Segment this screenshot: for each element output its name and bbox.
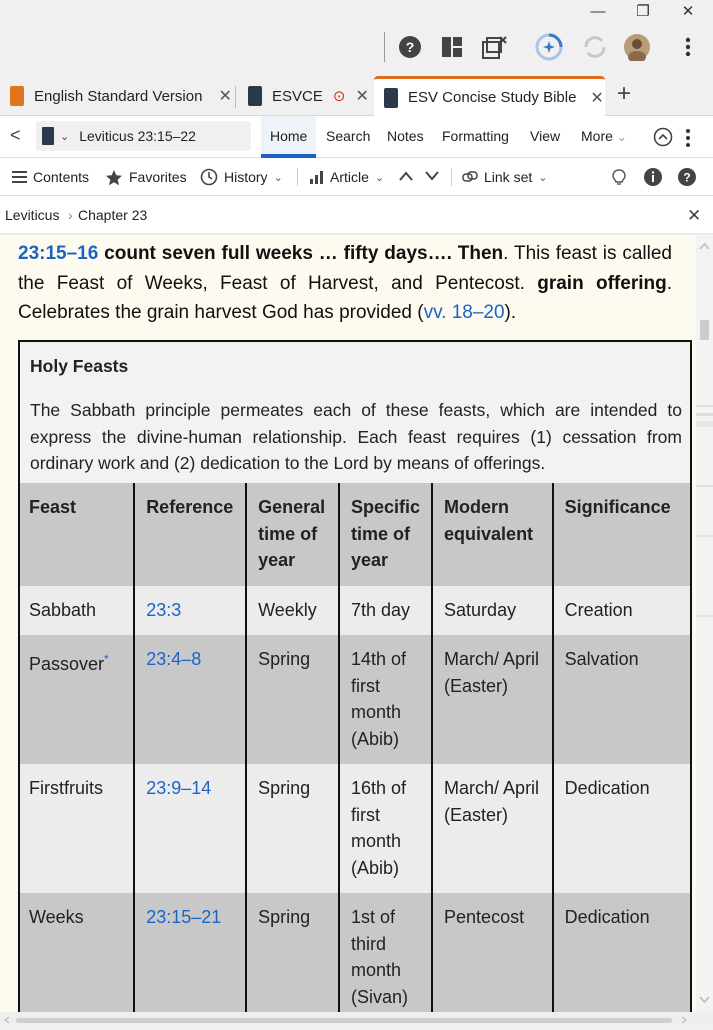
link-set-button[interactable] bbox=[462, 158, 547, 196]
help-icon[interactable] bbox=[677, 167, 697, 190]
app-toolbar bbox=[0, 26, 713, 70]
modern-cell: Pentecost bbox=[432, 893, 553, 1012]
tab-more[interactable] bbox=[581, 116, 627, 158]
tab-formatting[interactable]: Formatting bbox=[442, 128, 509, 144]
lightbulb-icon[interactable] bbox=[609, 167, 629, 190]
modern-cell: Saturday bbox=[432, 586, 553, 636]
table-row bbox=[18, 635, 692, 764]
column-header: General time of year bbox=[246, 483, 339, 586]
significance-cell: Creation bbox=[553, 586, 692, 636]
minimize-button[interactable]: — bbox=[590, 3, 606, 20]
breadcrumb-separator: › bbox=[68, 207, 73, 223]
svg-text:?: ? bbox=[683, 170, 691, 185]
specific-time-cell: 16th of first month (Abib) bbox=[339, 764, 432, 893]
svg-text:?: ? bbox=[405, 39, 415, 55]
modern-cell: March/ April (Easter) bbox=[432, 764, 553, 893]
close-icon[interactable]: ✕ bbox=[687, 206, 702, 225]
favorites-button[interactable] bbox=[105, 158, 187, 196]
modern-cell: March/ April (Easter) bbox=[432, 635, 553, 764]
general-time-cell: Spring bbox=[246, 635, 339, 764]
more-options-icon[interactable] bbox=[673, 32, 703, 62]
feast-cell: Sabbath bbox=[18, 586, 134, 636]
article-button[interactable] bbox=[310, 158, 384, 196]
specific-time-cell: 1st of third month (Sivan) bbox=[339, 893, 432, 1012]
signal-icon bbox=[310, 170, 324, 184]
tab-strip bbox=[0, 70, 713, 116]
note-text: ). bbox=[504, 302, 517, 323]
general-time-cell: Weekly bbox=[246, 586, 339, 636]
next-arrow-icon[interactable] bbox=[424, 169, 440, 186]
tab-label: English Standard Version bbox=[34, 87, 203, 105]
help-icon[interactable] bbox=[395, 32, 425, 62]
footnote-marker[interactable]: * bbox=[104, 652, 109, 666]
link-set-label: Link set bbox=[484, 169, 533, 185]
chevron-down-icon: ⌄ bbox=[374, 171, 385, 184]
info-icon[interactable] bbox=[643, 167, 663, 190]
book-icon bbox=[248, 86, 262, 106]
book-icon bbox=[42, 127, 54, 145]
table-row bbox=[18, 764, 692, 893]
star-icon bbox=[105, 169, 123, 186]
lemma-text: grain offering bbox=[537, 272, 667, 294]
table-row bbox=[18, 586, 692, 636]
general-time-cell: Spring bbox=[246, 893, 339, 1012]
significance-cell: Dedication bbox=[553, 893, 692, 1012]
contents-label: Contents bbox=[33, 169, 90, 185]
reference-link[interactable]: 23:3 bbox=[146, 599, 182, 620]
reference-link[interactable]: 23:15–21 bbox=[146, 907, 222, 927]
close-panels-icon[interactable] bbox=[480, 32, 510, 62]
panel-toolbar bbox=[0, 158, 713, 196]
article-label: Article bbox=[330, 169, 369, 185]
article-content bbox=[0, 235, 696, 1012]
list-icon bbox=[12, 170, 27, 184]
reference-link[interactable]: 23:4–8 bbox=[146, 649, 202, 669]
box-intro: The Sabbath principle permeates each of these feasts, which are intended to express the divine-human relationship. Each feast requires (1) cessation from ordinary work and (2) dedication to the Lord by means of offerings. bbox=[30, 400, 682, 473]
tab-notes[interactable]: Notes bbox=[387, 128, 424, 144]
tab-esv-concise-study-bible[interactable] bbox=[374, 76, 605, 116]
tab-esvce[interactable] bbox=[238, 76, 369, 116]
feast-cell: Firstfruits bbox=[18, 764, 134, 893]
more-options-icon[interactable] bbox=[685, 128, 691, 153]
breadcrumb-book[interactable]: Leviticus bbox=[5, 207, 60, 223]
chevron-down-icon: ⌄ bbox=[273, 171, 283, 184]
history-button[interactable] bbox=[200, 158, 283, 196]
book-icon bbox=[10, 86, 24, 106]
feasts-table bbox=[18, 483, 692, 1012]
sidebar-table-box bbox=[18, 340, 692, 1012]
divider bbox=[235, 86, 236, 108]
close-icon[interactable]: ✕ bbox=[590, 89, 604, 107]
avatar[interactable] bbox=[622, 32, 652, 62]
feast-cell: Passover bbox=[29, 654, 105, 674]
vertical-scrollbar[interactable] bbox=[696, 235, 713, 1012]
tab-english-standard-version[interactable] bbox=[0, 76, 232, 116]
feast-cell: Weeks bbox=[18, 893, 134, 1012]
back-button[interactable]: < bbox=[10, 125, 21, 145]
breadcrumb bbox=[0, 196, 713, 234]
significance-cell: Dedication bbox=[553, 764, 692, 893]
general-time-cell: Spring bbox=[246, 764, 339, 893]
close-icon[interactable]: ✕ bbox=[218, 88, 232, 105]
tab-label: ESV Concise Study Bible bbox=[408, 89, 577, 106]
column-header: Significance bbox=[553, 483, 692, 586]
title-bar bbox=[0, 0, 713, 26]
chevron-down-icon: ⌄ bbox=[538, 171, 548, 184]
column-header: Feast bbox=[18, 483, 134, 586]
collapse-ribbon-icon[interactable] bbox=[653, 127, 673, 152]
tab-search[interactable]: Search bbox=[326, 128, 371, 144]
history-label: History bbox=[224, 169, 268, 185]
link-icon bbox=[462, 170, 478, 184]
column-header: Modern equivalent bbox=[432, 483, 553, 586]
maximize-button[interactable]: ❐ bbox=[636, 3, 650, 20]
chevron-down-icon: ⌄ bbox=[616, 130, 627, 144]
specific-time-cell: 7th day bbox=[339, 586, 432, 636]
layout-icon[interactable] bbox=[437, 32, 467, 62]
tab-home[interactable]: Home bbox=[261, 116, 316, 158]
refresh-icon[interactable] bbox=[580, 32, 610, 62]
history-icon bbox=[200, 168, 218, 186]
divider bbox=[297, 168, 298, 186]
divider bbox=[451, 168, 452, 186]
tab-view[interactable]: View bbox=[530, 128, 561, 144]
tab-label: ESVCE bbox=[272, 87, 323, 105]
reference-box[interactable] bbox=[36, 121, 251, 151]
reference-input[interactable]: Leviticus 23:15–22 bbox=[79, 128, 196, 144]
close-icon[interactable]: ✕ bbox=[355, 88, 369, 105]
favorites-label: Favorites bbox=[129, 169, 187, 185]
divider bbox=[384, 32, 385, 62]
chevron-down-icon[interactable]: ⌄ bbox=[60, 130, 70, 143]
box-title: Holy Feasts bbox=[30, 356, 129, 376]
note-text: . This feast is called the Feast of Weeks, Feast of Harvest, and Pentecost. bbox=[18, 243, 673, 294]
unsaved-indicator-icon: ⊙ bbox=[332, 88, 346, 105]
significance-cell: Salvation bbox=[553, 635, 692, 764]
specific-time-cell: 14th of first month (Abib) bbox=[339, 635, 432, 764]
table-header-row bbox=[18, 483, 692, 586]
horizontal-scrollbar[interactable] bbox=[0, 1012, 713, 1022]
contents-button[interactable] bbox=[12, 158, 89, 196]
lemma-text: count seven full weeks … fifty days…. Then bbox=[104, 243, 504, 264]
book-icon bbox=[384, 88, 398, 108]
more-label: More bbox=[581, 128, 613, 144]
breadcrumb-chapter[interactable]: Chapter 23 bbox=[78, 207, 148, 223]
cross-reference-link[interactable]: vv. 18–20 bbox=[423, 302, 505, 323]
close-window-button[interactable]: ✕ bbox=[681, 3, 695, 20]
table-row bbox=[18, 893, 692, 1012]
verse-reference-link[interactable]: 23:15–16 bbox=[18, 243, 99, 264]
verse-note bbox=[18, 239, 672, 328]
sync-progress-icon[interactable] bbox=[534, 32, 564, 62]
nav-bar bbox=[0, 116, 713, 158]
column-header: Specific time of year bbox=[339, 483, 432, 586]
note-text: . Celebrates the grain harvest God has provided ( bbox=[18, 272, 672, 323]
column-header: Reference bbox=[134, 483, 246, 586]
reference-link[interactable]: 23:9–14 bbox=[146, 778, 212, 798]
previous-arrow-icon[interactable] bbox=[398, 169, 414, 186]
new-tab-button[interactable]: + bbox=[617, 80, 632, 107]
